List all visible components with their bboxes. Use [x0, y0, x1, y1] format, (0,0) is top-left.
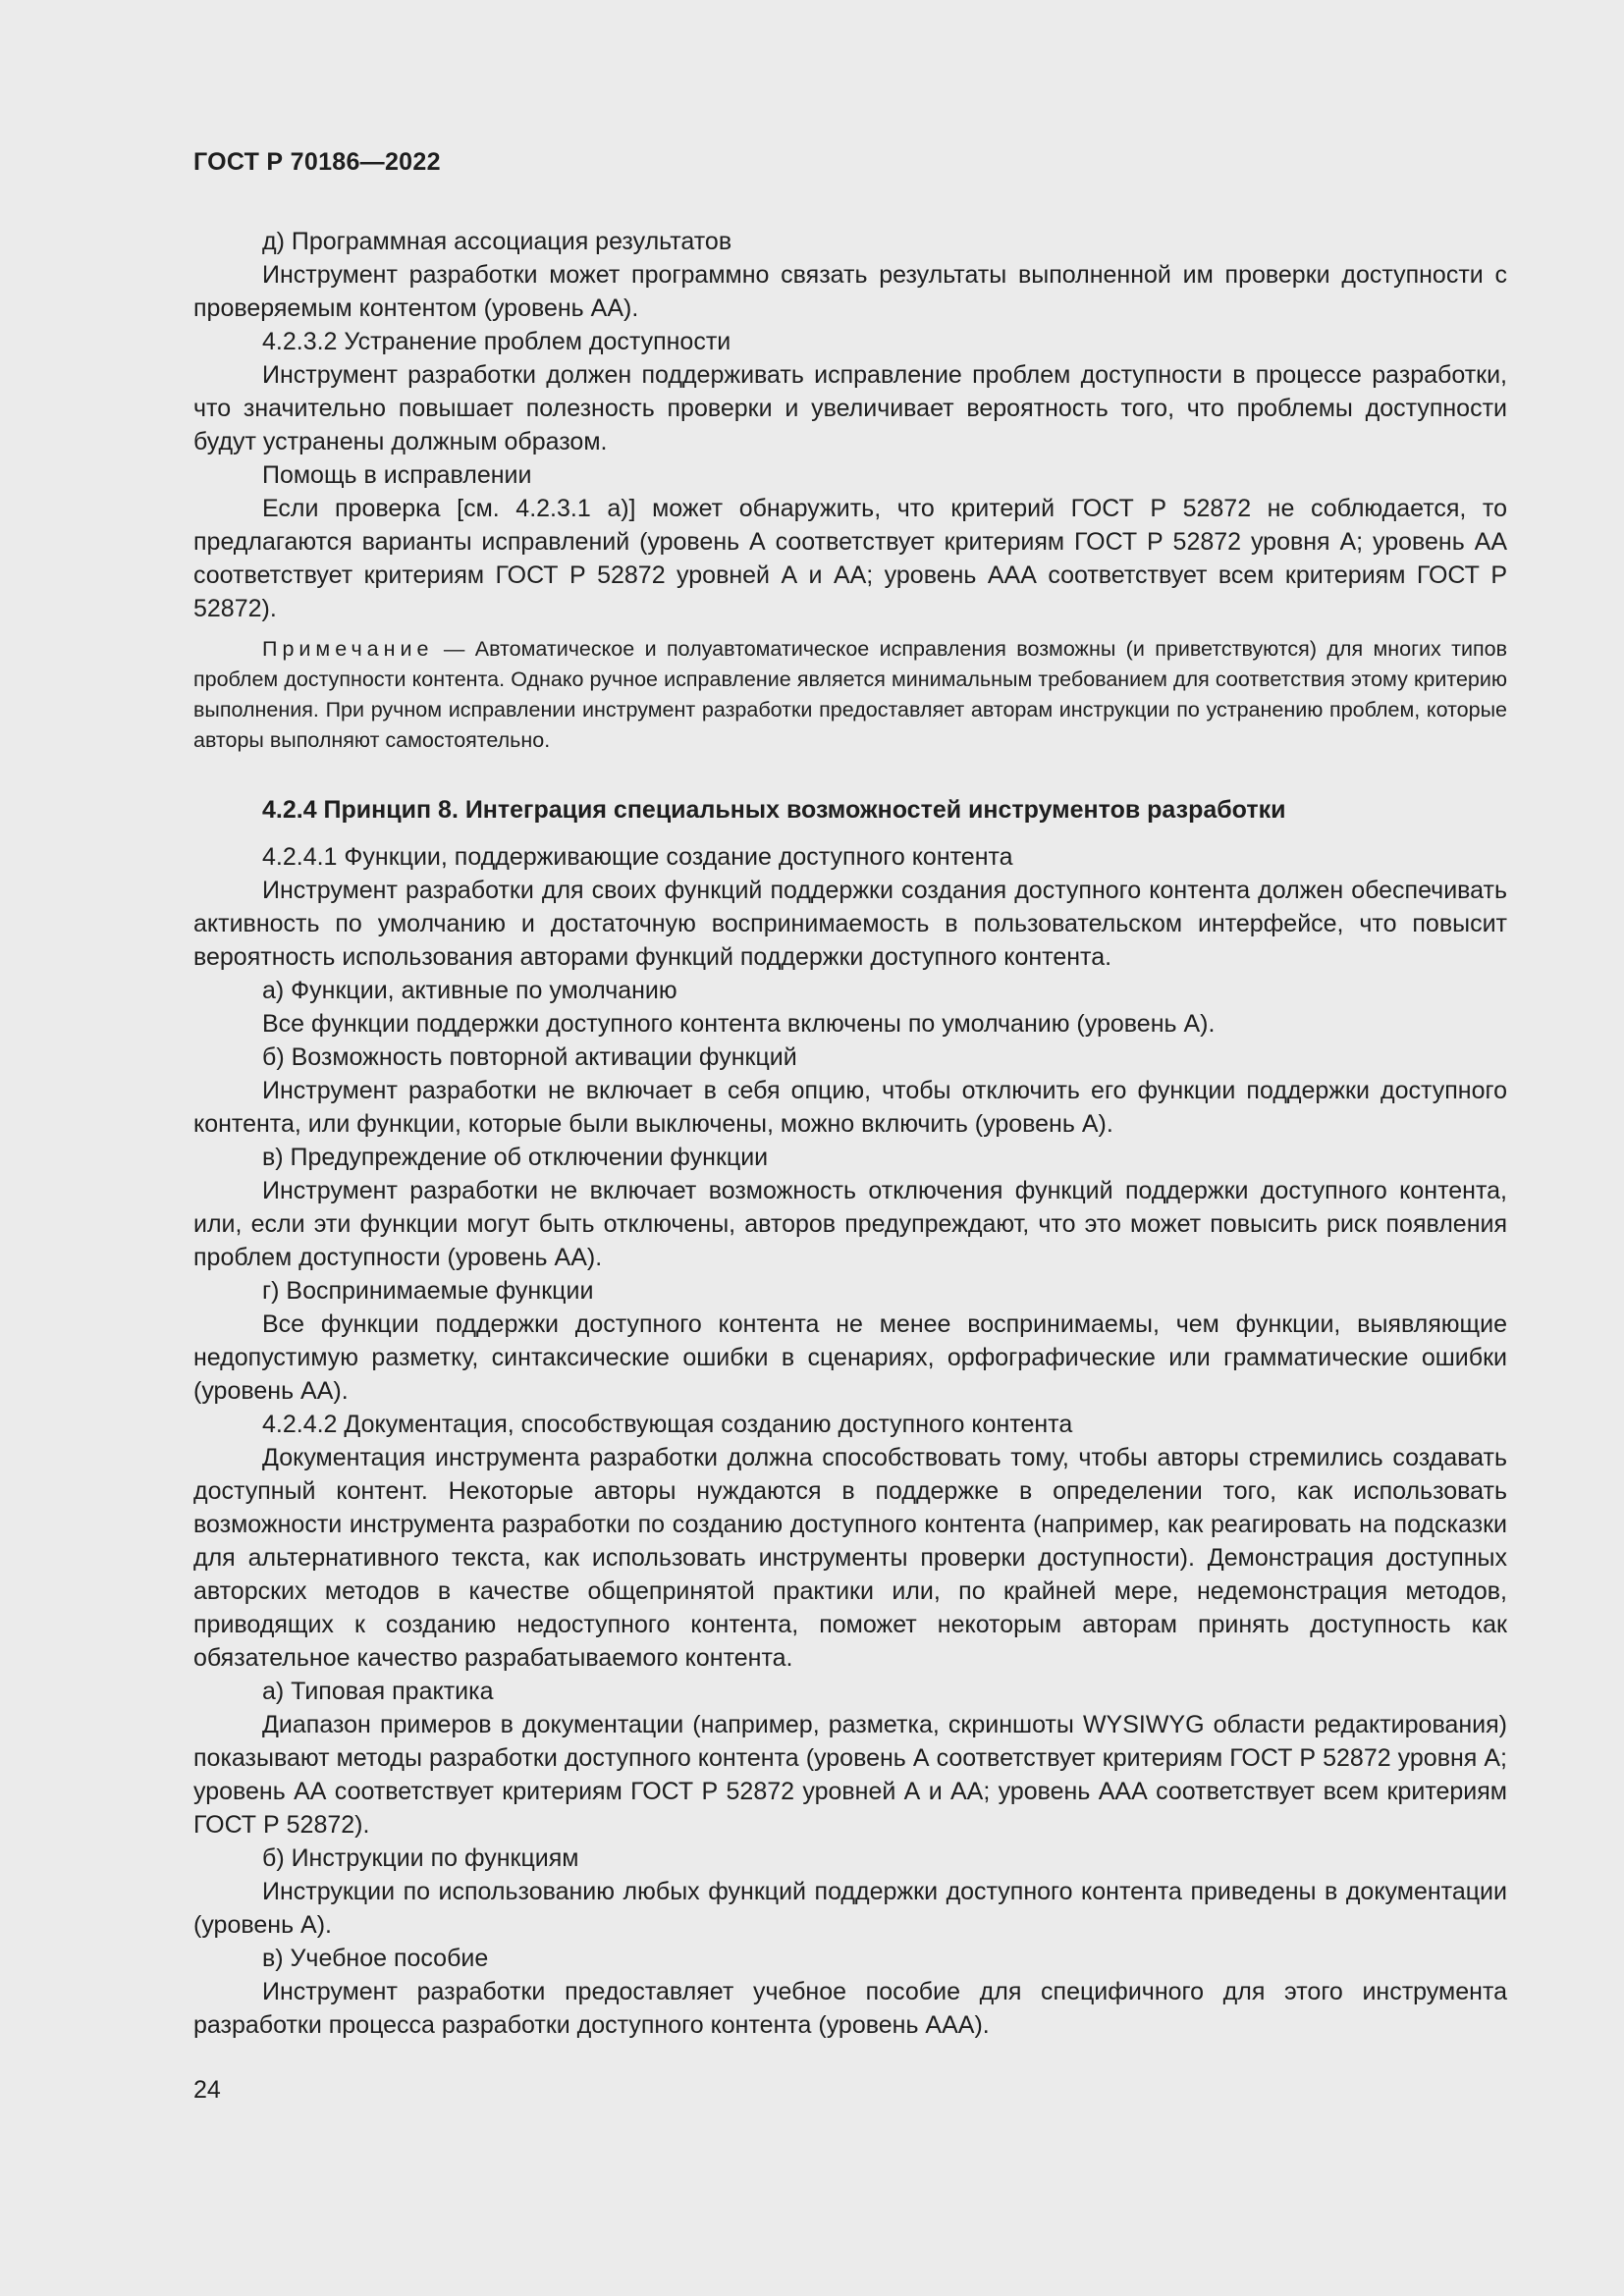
list-item-heading: б) Инструкции по функциям [262, 1844, 579, 1872]
paragraph: Инструмент разработки должен поддерживать исправление проблем доступности в процессе разработки, что значительно повышает полезность проверки и увеличивает вероятность того, что проблемы доступности будут устранены должным образом. [193, 361, 1507, 455]
list-item-heading: г) Воспринимаемые функции [262, 1277, 594, 1305]
list-item-heading: а) Функции, активные по умолчанию [262, 977, 677, 1004]
list-item-heading: б) Возможность повторной активации функций [262, 1043, 797, 1071]
list-item-heading: в) Предупреждение об отключении функции [262, 1144, 769, 1171]
document-code-header: ГОСТ Р 70186—2022 [193, 148, 441, 176]
paragraph: Документация инструмента разработки должна способствовать тому, чтобы авторы стремились создавать доступный контент. Некоторые авторы нуждаются в поддержке в определении того, как использовать возможности инструмента разработки по созданию доступного контента (например, как реагировать на подсказки для альтернативного текста, как использовать инструменты проверки доступности). Демонстрация доступных авторских методов в качестве общепринятой практики или, по крайней мере, недемонстрация методов, приводящих к созданию недоступного контента, поможет некоторым авторам принять доступность как обязательное качество разрабатываемого контента. [193, 1444, 1507, 1672]
paragraph: Инструмент разработки не включает возможность отключения функций поддержки доступного контента, или, если эти функции могут быть отключены, авторов предупреждают, что это может повысить риск появления проблем доступности (уровень АА). [193, 1177, 1507, 1271]
paragraph: Если проверка [см. 4.2.3.1 а)] может обнаружить, что критерий ГОСТ Р 52872 не соблюдается, то предлагаются варианты исправлений (уровень А соответствует критериям ГОСТ Р 52872 уровня А; уровень АА соответствует критериям ГОСТ Р 52872 уровней А и АА; уровень ААА соответствует всем критериям ГОСТ Р 52872). [193, 495, 1507, 622]
paragraph: Диапазон примеров в документации (например, разметка, скриншоты WYSIWYG области редактирования) показывают методы разработки доступного контента (уровень А соответствует критериям ГОСТ Р 52872 уровня А; уровень АА соответствует критериям ГОСТ Р 52872 уровней А и АА; уровень ААА соответствует всем критериям ГОСТ Р 52872). [193, 1711, 1507, 1839]
section-heading: 4.2.4 Принцип 8. Интеграция специальных возможностей инструментов разработки [262, 796, 1286, 824]
paragraph: Инструмент разработки предоставляет учебное пособие для специфичного для этого инструмента разработки процесса разработки доступного контента (уровень ААА). [193, 1978, 1507, 2039]
document-body [193, 225, 1507, 2042]
list-item-heading: а) Типовая практика [262, 1678, 494, 1705]
note-label: Примечание [262, 637, 434, 661]
paragraph: Инструкции по использованию любых функций поддержки доступного контента приведены в документации (уровень А). [193, 1878, 1507, 1939]
paragraph: Все функции поддержки доступного контента не менее воспринимаемы, чем функции, выявляющие недопустимую разметку, синтаксические ошибки в сценариях, орфографические или грамматические ошибки (уровень АА). [193, 1310, 1507, 1405]
note [193, 634, 1507, 756]
subsection-heading: 4.2.4.2 Документация, способствующая созданию доступного контента [262, 1411, 1073, 1438]
paragraph: Инструмент разработки не включает в себя опцию, чтобы отключить его функции поддержки доступного контента, или функции, которые были выключены, можно включить (уровень А). [193, 1077, 1507, 1138]
list-item-heading: в) Учебное пособие [262, 1945, 489, 1972]
subheading: Помощь в исправлении [262, 461, 532, 489]
paragraph: Инструмент разработки может программно связать результаты выполненной им проверки доступности с проверяемым контентом (уровень АА). [193, 261, 1507, 322]
paragraph: Все функции поддержки доступного контента включены по умолчанию (уровень А). [262, 1010, 1216, 1038]
note-text: — Автоматическое и полуавтоматическое исправления возможны (и приветствуются) для многих типов проблем доступности контента. Однако ручное исправление является минимальным требованием для соответствия этому критерию выполнения. При ручном исправлении инструмент разработки предоставляет авторам инструкции по устранению проблем, которые авторы выполняют самостоятельно. [193, 637, 1507, 752]
paragraph: Инструмент разработки для своих функций поддержки создания доступного контента должен обеспечивать активность по умолчанию и достаточную воспринимаемость в пользовательском интерфейсе, что повысит вероятность использования авторами функций поддержки доступного контента. [193, 877, 1507, 971]
subsection-heading: 4.2.4.1 Функции, поддерживающие создание доступного контента [262, 843, 1013, 871]
subsection-heading: 4.2.3.2 Устранение проблем доступности [262, 328, 731, 355]
list-item-heading: д) Программная ассоциация результатов [262, 228, 732, 255]
page-number: 24 [193, 2076, 221, 2104]
